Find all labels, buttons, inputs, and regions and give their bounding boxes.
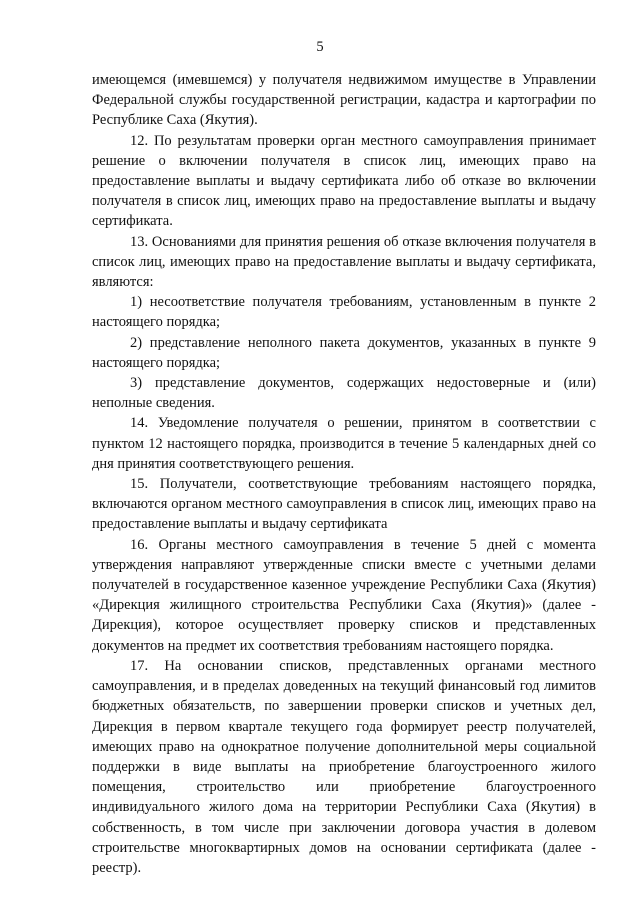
paragraph-13-item-3: 3) представление документов, содержащих недостоверные и (или) неполные сведения. [92,375,596,412]
paragraph-13-item-2: 2) представление неполного пакета документов, указанных в пункте 9 настоящего порядка; [92,334,596,371]
paragraph-0: имеющемся (имевшемся) у получателя недвижимом имуществе в Управлении Федеральной службы государственной регистрации, кадастра и картографии по Республике Саха (Якутия). [92,72,596,129]
paragraph-17: 17. На основании списков, представленных органами местного самоуправления, и в пределах доведенных на текущий финансовый год лимитов бюджетных обязательств, по завершении проверки списков и учетных дел, Дирекция в первом квартале текущего года формирует реестр получателей, имеющих право на однократное получение дополнительной меры социальной поддержки в виде выплаты на приобретение благоустроенного жилого помещения, строительство или приобретение благоустроенного индивидуального жилого дома на территории Республики Саха (Якутия) в собственность, в том числе при заключении договора участия в долевом строительстве многоквартирных домов на основании сертификата (далее - реестр). [92,657,596,876]
paragraph-13: 13. Основаниями для принятия решения об отказе включения получателя в список лиц, имеющих право на предоставление выплаты и выдачу сертификата, являются: [92,233,596,291]
page-number: 5 [316,39,324,55]
paragraph-13-item-1: 1) несоответствие получателя требованиям, установленным в пункте 2 настоящего порядка; [92,294,596,331]
paragraph-14: 14. Уведомление получателя о решении, принятом в соответствии с пунктом 12 настоящего порядка, производится в течение 5 календарных дней со дня принятия соответствующего решения. [92,415,596,472]
paragraph-16: 16. Органы местного самоуправления в течение 5 дней с момента утверждения направляют утвержденные списки вместе с учетными делами получателей в государственное казенное учреждение Республики Саха (Якутия) «Дирекция жилищного строительства Республики Саха (Якутия)» (далее - Дирекция), которое осуществляет проверку списков и представленных документов на предмет их соответствия требованиям настоящего порядка. [92,536,596,654]
document-body [92,70,596,878]
paragraph-15: 15. Получатели, соответствующие требованиям настоящего порядка, включаются органом местного самоуправления в список лиц, имеющих право на предоставление выплаты и выдачу сертификата [92,476,596,533]
paragraph-12: 12. По результатам проверки орган местного самоуправления принимает решение о включении получателя в список лиц, имеющих право на предоставление выплаты и выдачу сертификата либо об отказе во включении получателя в список лиц, имеющих право на предоставление выплаты и выдачу сертификата. [92,132,596,230]
